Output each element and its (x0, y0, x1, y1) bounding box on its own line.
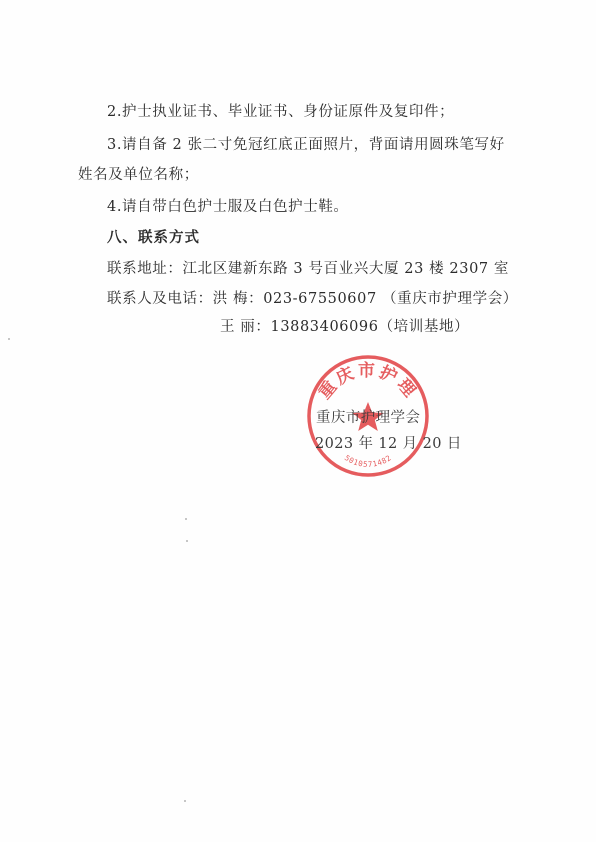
requirement-item-3-continued: 姓名及单位名称； (78, 167, 199, 183)
signature-date: 2023 年 12 月 20 日 (315, 436, 462, 452)
requirement-item-3: 3.请自备 2 张二寸免冠红底正面照片，背面请用圆珠笔写好 (107, 137, 505, 153)
svg-text:重庆市护理: 重庆市护理 (314, 361, 422, 404)
contact-person-1: 联系人及电话：洪 梅：023-67550607 （重庆市护理学会） (107, 291, 518, 307)
scan-speck (185, 518, 187, 520)
requirement-item-4: 4.请自带白色护士服及白色护士鞋。 (107, 199, 349, 215)
contact-person-2: 王 丽：13883406096（培训基地） (220, 319, 470, 335)
signature-organization: 重庆市护理学会 (316, 410, 421, 426)
contact-address: 联系地址：江北区建新东路 3 号百业兴大厦 23 楼 2307 室 (107, 261, 510, 277)
section-heading-contact: 八、联系方式 (107, 230, 200, 246)
scan-speck (8, 338, 10, 340)
requirement-item-2: 2.护士执业证书、毕业证书、身份证原件及复印件； (107, 104, 455, 120)
scan-speck (186, 540, 188, 542)
svg-text:5010571482: 5010571482 (342, 453, 394, 470)
scan-speck (184, 800, 186, 802)
